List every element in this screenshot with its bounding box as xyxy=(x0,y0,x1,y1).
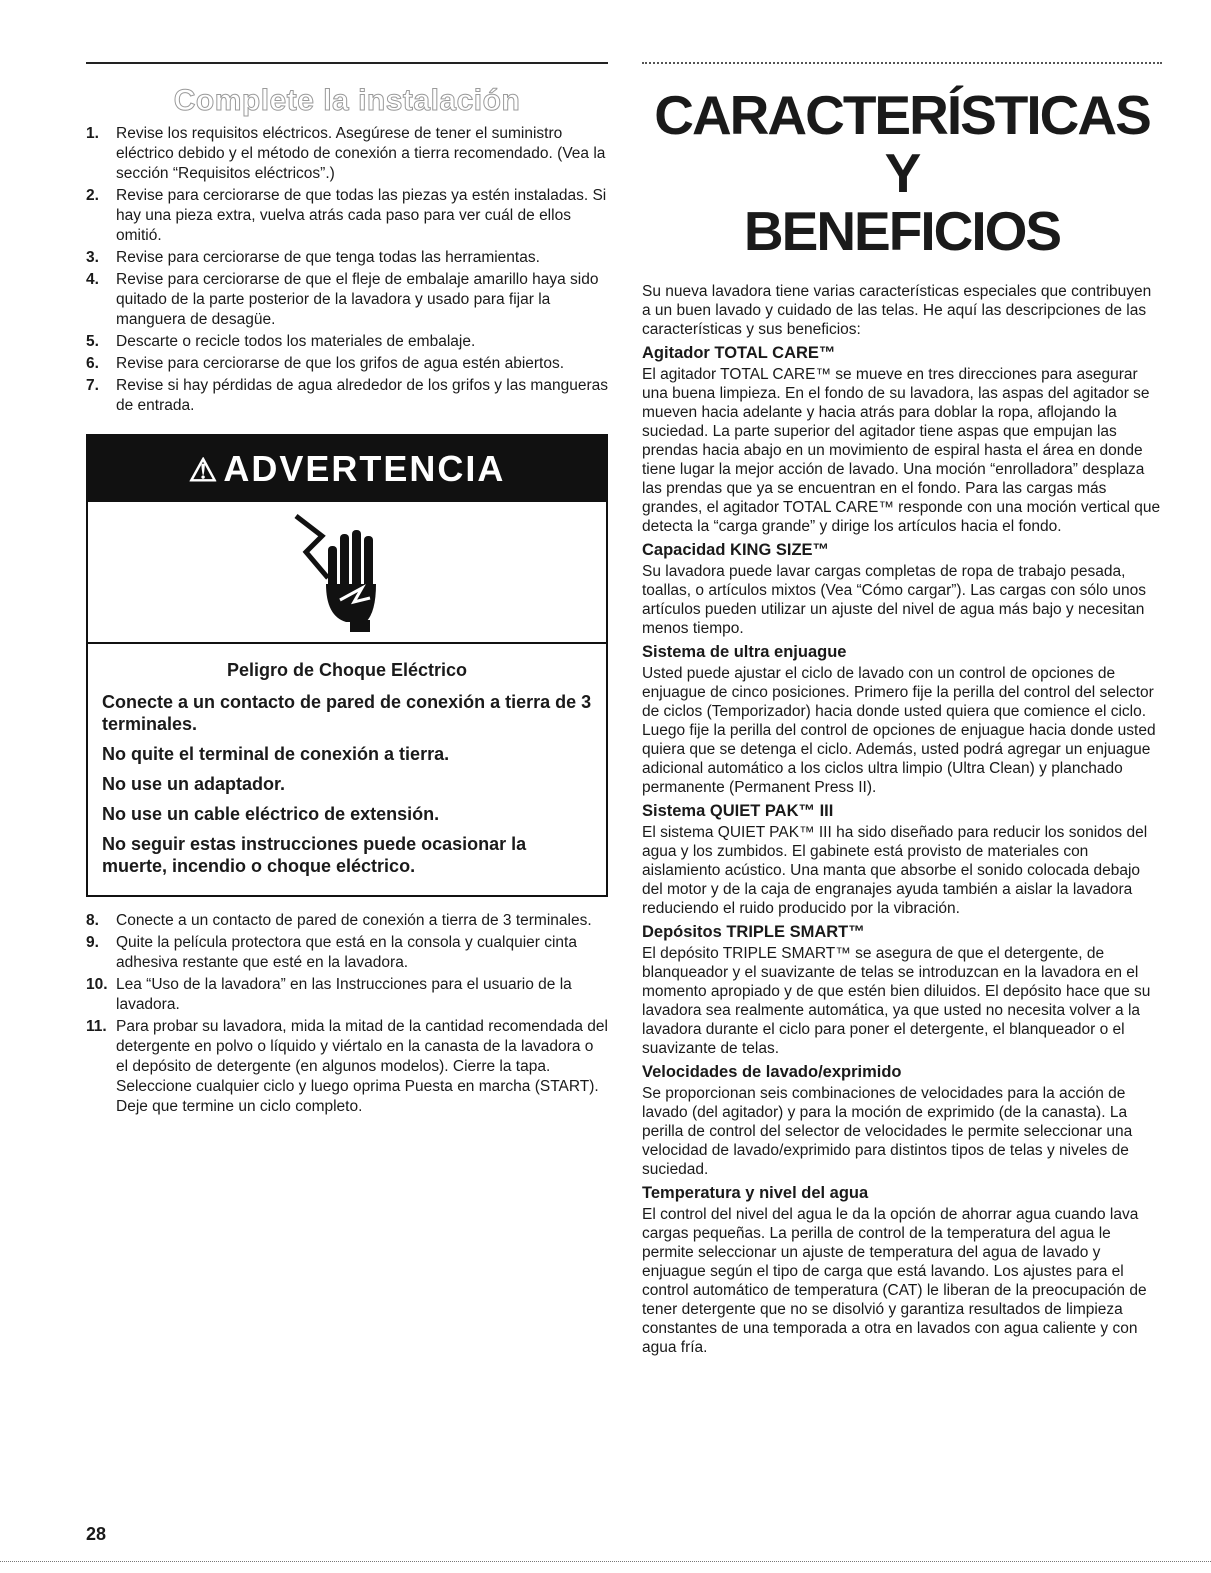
steps-list-b xyxy=(86,911,608,1117)
list-item: 6. Revise para cerciorarse de que los grifos de agua estén abiertos. xyxy=(86,355,565,372)
section-title: Complete la instalación xyxy=(173,84,521,117)
list-item: 3. Revise para cerciorarse de que tenga todas las herramientas. xyxy=(86,249,540,266)
list-item: 8. Conecte a un contacto de pared de conexión a tierra de 3 terminales. xyxy=(86,912,592,929)
warning-box xyxy=(86,434,608,897)
electric-shock-hand-icon xyxy=(292,512,402,632)
right-column xyxy=(642,62,1162,1359)
warning-triangle-icon: ⚠ xyxy=(188,452,220,488)
feature-title: Agitador TOTAL CARE™ xyxy=(642,344,836,362)
feature-title: Capacidad KING SIZE™ xyxy=(642,541,830,559)
list-item: 5. Descarte o recicle todos los materiales de embalaje. xyxy=(86,333,476,350)
list-item: 11. Para probar su lavadora, mida la mitad de la cantidad recomendada del detergente en polvo o líquido y viértalo en la canasta de la lavadora o el depósito de detergente (en algunos modelos). Cierre la tapa. Seleccione cualquier ciclo y luego oprima Puesta en marcha (START). Deje que termine un ciclo completo. xyxy=(86,1018,608,1115)
intro-paragraph: Su nueva lavadora tiene varias características especiales que contribuyen a un buen lavado y cuidado de las telas. He aquí las descripciones de las características y sus beneficios: xyxy=(642,283,1152,338)
warning-line: Conecte a un contacto de pared de conexión a tierra de 3 terminales. xyxy=(102,692,592,734)
feature-body: Su lavadora puede lavar cargas completas de ropa de trabajo pesada, toallas, o artículos mixtos (Vea “Cómo cargar”). Las cargas con sólo unos artículos pueden utilizar un ajuste del nivel de agua más bajo y necesitan menos tiempo. xyxy=(642,563,1146,637)
list-item: 9. Quite la película protectora que está en la consola y cualquier cinta adhesiva restante que esté en la lavadora. xyxy=(86,934,577,971)
feature-title: Temperatura y nivel del agua xyxy=(642,1184,869,1202)
feature-body: Usted puede ajustar el ciclo de lavado con un control de opciones de enjuague de cinco posiciones. Primero fije la perilla del control del selector de ciclos (Temporizador) hacia donde usted quiera que comience el ciclo. Luego fije la perilla del control de opciones de enjuague hacia donde usted quiera que se detenga el ciclo. Además, usted podrá agregar un enjuague adicional automático a los ciclos ultra limpio (Ultra Clean) y planchado permanente (Permanent Press II). xyxy=(642,665,1156,796)
page-number: 28 xyxy=(86,1524,107,1544)
steps-list-a xyxy=(86,124,608,416)
left-column xyxy=(86,62,608,1119)
feature-body: El sistema QUIET PAK™ III ha sido diseñado para reducir los sonidos del agua y los zumbidos. El gabinete está provisto de materiales con aislamiento acústico. Una manta que absorbe el sonido colocada debajo del motor y de la caja de engranajes ayuda también a aislar la lavadora reduciendo el ruido producido por la vibración. xyxy=(642,824,1148,917)
feature-title: Velocidades de lavado/exprimido xyxy=(642,1063,902,1081)
warning-line: No use un cable eléctrico de extensión. xyxy=(102,804,440,824)
list-item: 1. Revise los requisitos eléctricos. Asegúrese de tener el suministro eléctrico debido y el método de conexión a tierra recomendado. (Vea la sección “Requisitos eléctricos”.) xyxy=(86,125,606,182)
warning-line: No seguir estas instrucciones puede ocasionar la muerte, incendio o choque eléctrico. xyxy=(102,834,527,876)
page-title: CARACTERÍSTICAS Y BENEFICIOS xyxy=(654,84,1150,262)
warning-text xyxy=(88,644,606,895)
list-item: 4. Revise para cerciorarse de que el fleje de embalaje amarillo haya sido quitado de la parte posterior de la lavadora y usado para fijar la manguera de desagüe. xyxy=(86,271,599,328)
list-item: 10. Lea “Uso de la lavadora” en las Instrucciones para el usuario de la lavadora. xyxy=(86,976,572,1013)
list-item: 2. Revise para cerciorarse de que todas las piezas ya estén instaladas. Si hay una pieza extra, vuelva atrás cada paso para ver cuál de ellos omitió. xyxy=(86,187,607,244)
top-rule-left xyxy=(86,62,608,64)
feature-body: El control del nivel del agua le da la opción de ahorrar agua cuando lava cargas pequeñas. La perilla de control de la temperatura del agua le permite seleccionar un ajuste de temperatura del agua de lavado y enjuague según el tipo de carga que está lavando. Los ajustes para el control automático de temperatura (CAT) le liberan de la preocupación de tener detergente que no se disolvió y garantiza resultados de limpieza constantes de una temporada a otra en lavados con agua caliente y con agua fría. xyxy=(642,1206,1147,1356)
feature-title: Depósitos TRIPLE SMART™ xyxy=(642,923,865,941)
top-rule-right xyxy=(642,62,1162,64)
feature-title: Sistema QUIET PAK™ III xyxy=(642,802,834,820)
list-item: 7. Revise si hay pérdidas de agua alrededor de los grifos y las mangueras de entrada. xyxy=(86,377,608,414)
warning-line: No quite el terminal de conexión a tierra. xyxy=(102,744,450,764)
warning-title: Peligro de Choque Eléctrico xyxy=(226,660,468,680)
feature-body: El depósito TRIPLE SMART™ se asegura de que el detergente, de blanqueador y el suavizante de telas se introduzcan en la lavadora en el momento apropiado y de que estén bien diluidos. El depósito hace que su lavadora sea realmente automática, ya que usted no necesita volver a la lavadora durante el ciclo para poner el detergente, el blanqueador o el suavizante de telas. xyxy=(642,945,1151,1057)
feature-body: El agitador TOTAL CARE™ se mueve en tres direcciones para asegurar una buena limpieza. En el fondo de su lavadora, las aspas del agitador se mueven hacia adelante y hacia atrás para doblar la ropa, aflojando la suciedad. La parte superior del agitador tiene aspas que empujan las prendas hacia abajo en un movimiento de espiral hasta el área en donde tiene lugar la mejor acción de lavado. Una moción “enrolladora” desplaza las prendas que ya se encuentran en el fondo. Para las cargas más grandes, el agitador TOTAL CARE™ responde con una moción vertical que detecta la “carga grande” y dirige los artículos hacia el fondo. xyxy=(642,366,1161,535)
feature-title: Sistema de ultra enjuague xyxy=(642,643,847,661)
warning-line: No use un adaptador. xyxy=(102,774,286,794)
warning-icon-area xyxy=(88,502,606,644)
warning-header: ⚠ ADVERTENCIA xyxy=(88,436,606,502)
bottom-rule xyxy=(0,1561,1211,1562)
feature-body: Se proporcionan seis combinaciones de velocidades para la acción de lavado (del agitador) y para la moción de exprimido (de la canasta). La perilla de control del selector de velocidades le permite seleccionar una velocidad de lavado/exprimido para distintos tipos de telas y niveles de suciedad. xyxy=(642,1085,1133,1178)
